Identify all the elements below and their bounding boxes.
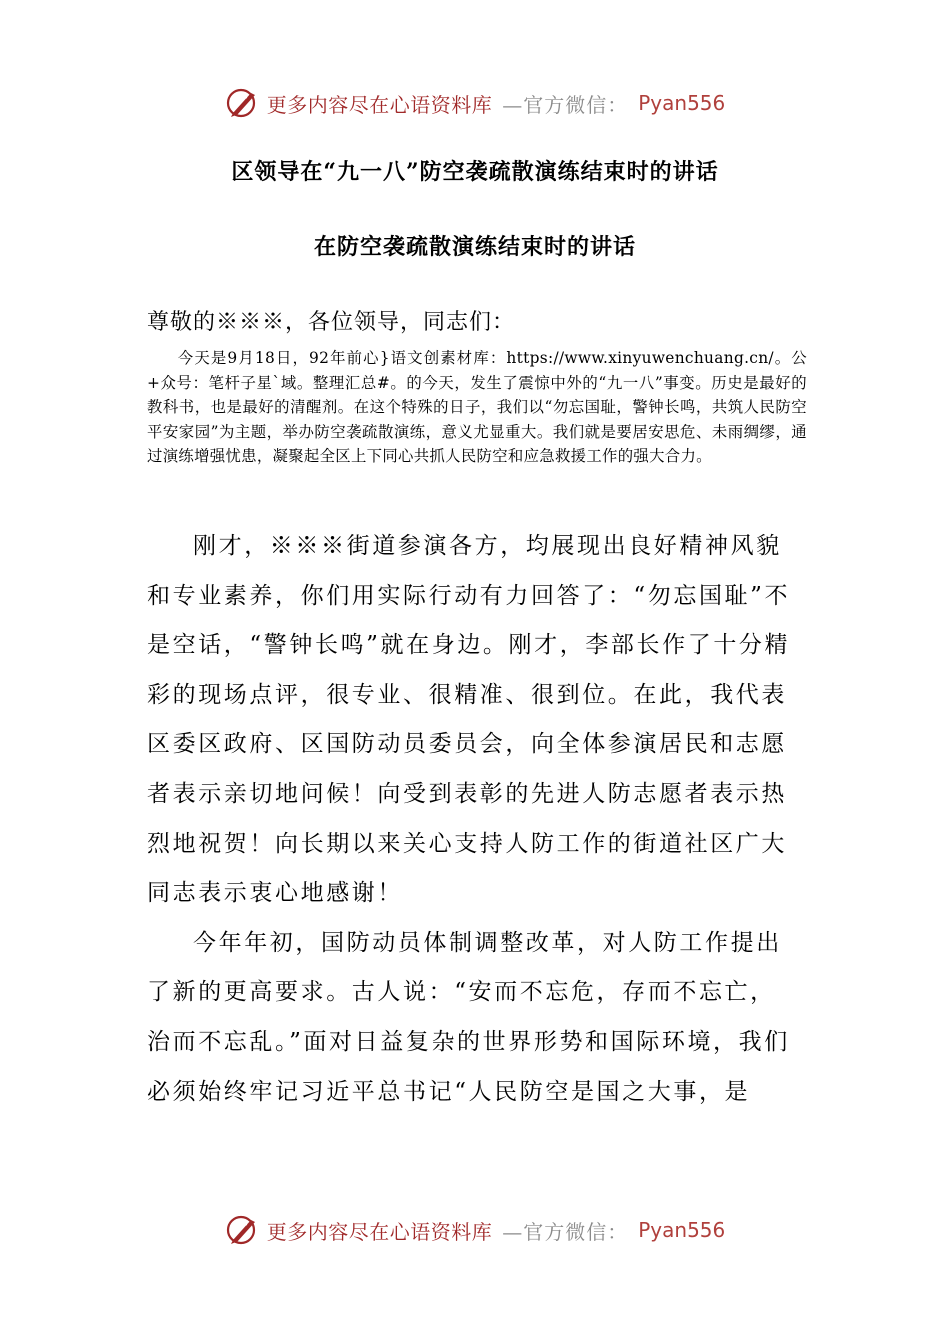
watermark-separator: —官方微信： <box>502 1219 629 1244</box>
watermark-footer <box>0 1213 950 1247</box>
body-paragraph: 今年年初，国防动员体制调整改革，对人防工作提出了新的更高要求。古人说：“安而不忘危，存而不忘亡，治而不忘乱。”面对日益复杂的世界形势和国际环境，我们必须始终牢记习近平总书记“人民防空是国之大事，是 <box>147 929 790 1105</box>
intro-paragraph: 今天是9月18日，92年前心}语文创素材库：https://www.xinyuwenchuang.cn/。公+众号：笔杆子星`域。整理汇总#。的今天，发生了震惊中外的“九一八”事变。历史是最好的教科书，也是最好的清醒剂。在这个特殊的日子，我们以“勿忘国耻，警钟长鸣，共筑人民防空平安家园”为主题，举办防空袭疏散演练，意义尤显重大。我们就是要居安思危、未雨绸缪，通过演练增强忧患，凝聚起全区上下同心共抓人民防空和应急救援工作的强大合力。 <box>147 349 807 465</box>
watermark-main-text: 更多内容尽在心语资料库 <box>266 92 493 117</box>
greeting-line: 尊敬的※※※，各位领导，同志们： <box>147 310 516 335</box>
watermark-wechat-id: Pyan556 <box>638 91 726 115</box>
body-text <box>147 522 795 1117</box>
body-paragraph: 刚才，※※※街道参演各方，均展现出良好精神风貌和专业素养，你们用实际行动有力回答了：“勿忘国耻”不是空话，“警钟长鸣”就在身边。刚才，李部长作了十分精彩的现场点评，很专业、很精准、很到位。在此，我代表区委区政府、区国防动员委员会，向全体参演居民和志愿者表示亲切地问候！向受到表彰的先进人防志愿者表示热烈地祝贺！向长期以来关心支持人防工作的街道社区广大同志表示衷心地感谢！ <box>147 533 791 907</box>
watermark-separator: —官方微信： <box>502 92 629 117</box>
watermark-wechat-id: Pyan556 <box>638 1218 726 1242</box>
pen-logo-icon <box>225 86 261 120</box>
watermark-header <box>0 86 950 120</box>
pen-logo-icon <box>225 1213 261 1247</box>
watermark-main-text: 更多内容尽在心语资料库 <box>266 1219 493 1244</box>
document-title: 区领导在“九一八”防空袭疏散演练结束时的讲话 <box>231 159 719 185</box>
document-subtitle: 在防空袭疏散演练结束时的讲话 <box>313 234 636 260</box>
